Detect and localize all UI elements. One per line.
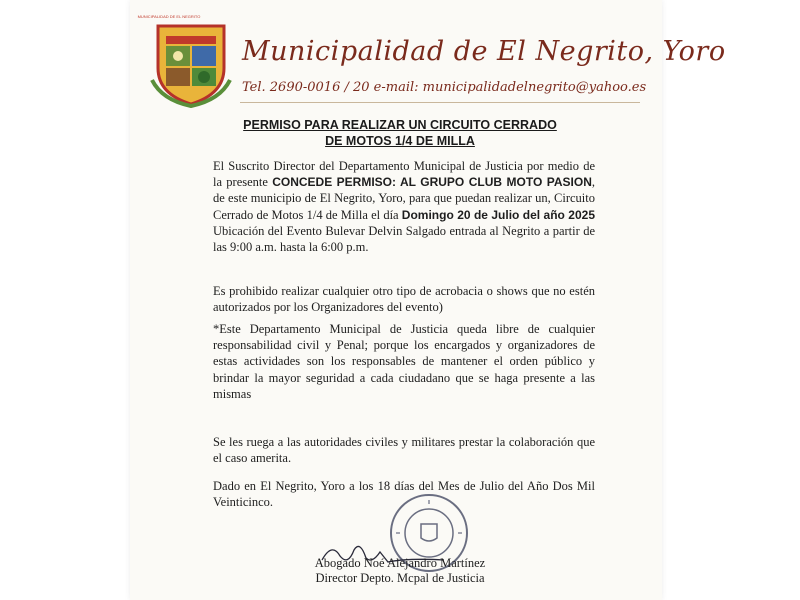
signatory-name: Abogado Noé Alejandro Martínez xyxy=(314,556,486,570)
document-title-line-1: PERMISO PARA REALIZAR UN CIRCUITO CERRADO xyxy=(243,118,557,132)
prohibition-paragraph: Es prohibido realizar cualquier otro tipo de acrobacia o shows que no estén autorizados por los Organizadores del evento) xyxy=(213,284,595,315)
permit-paragraph xyxy=(213,158,595,255)
request-paragraph: Se les ruega a las autoridades civiles y militares prestar la colaboración que el caso amerita. xyxy=(213,435,595,466)
liability-paragraph: *Este Departamento Municipal de Justicia queda libre de cualquier responsabilidad civil y Penal; porque los encargados y organizadores de estas actividades son los responsables de mantener el orden público y brindar la mayor seguridad a cada ciudadano que se haga presente a las mismas xyxy=(213,322,595,401)
document-title-line-2: DE MOTOS 1/4 DE MILLA xyxy=(325,134,475,148)
dated-paragraph: Dado en El Negrito, Yoro a los 18 días del Mes de Julio del Año Dos Mil Veinticinco. xyxy=(213,479,595,510)
municipality-title: Municipalidad de El Negrito, Yoro xyxy=(242,36,726,67)
document-page xyxy=(130,0,726,600)
header-divider xyxy=(240,102,640,103)
contact-line: Tel. 2690-0016 / 20 e-mail: municipalidadelnegrito@yahoo.es xyxy=(242,80,647,95)
permit-grant-bold: CONCEDE PERMISO: AL GRUPO CLUB MOTO PASION xyxy=(272,175,592,190)
event-date-bold: Domingo 20 de Julio del año 2025 xyxy=(401,207,595,222)
permit-text-a: El Suscrito Director del Departamento Municipal de Justicia por medio de la presente xyxy=(213,159,595,190)
signature-block xyxy=(290,556,510,586)
municipal-crest-icon xyxy=(152,20,230,106)
permit-text-c: , de este municipio de El Negrito, Yoro, para que puedan realizar un, Circuito Cerrado de Motos 1/4 de Milla el día xyxy=(213,175,595,222)
permit-text-e: Ubicación del Evento Bulevar Delvin Salgado entrada al Negrito a partir de las 9:00 a.m. hasta la 6:00 p.m. xyxy=(213,223,595,255)
signatory-role: Director Depto. Mcpal de Justicia xyxy=(315,571,485,585)
crest-caption: MUNICIPALIDAD DE EL NEGRITO xyxy=(137,14,201,19)
document-title xyxy=(190,117,610,149)
